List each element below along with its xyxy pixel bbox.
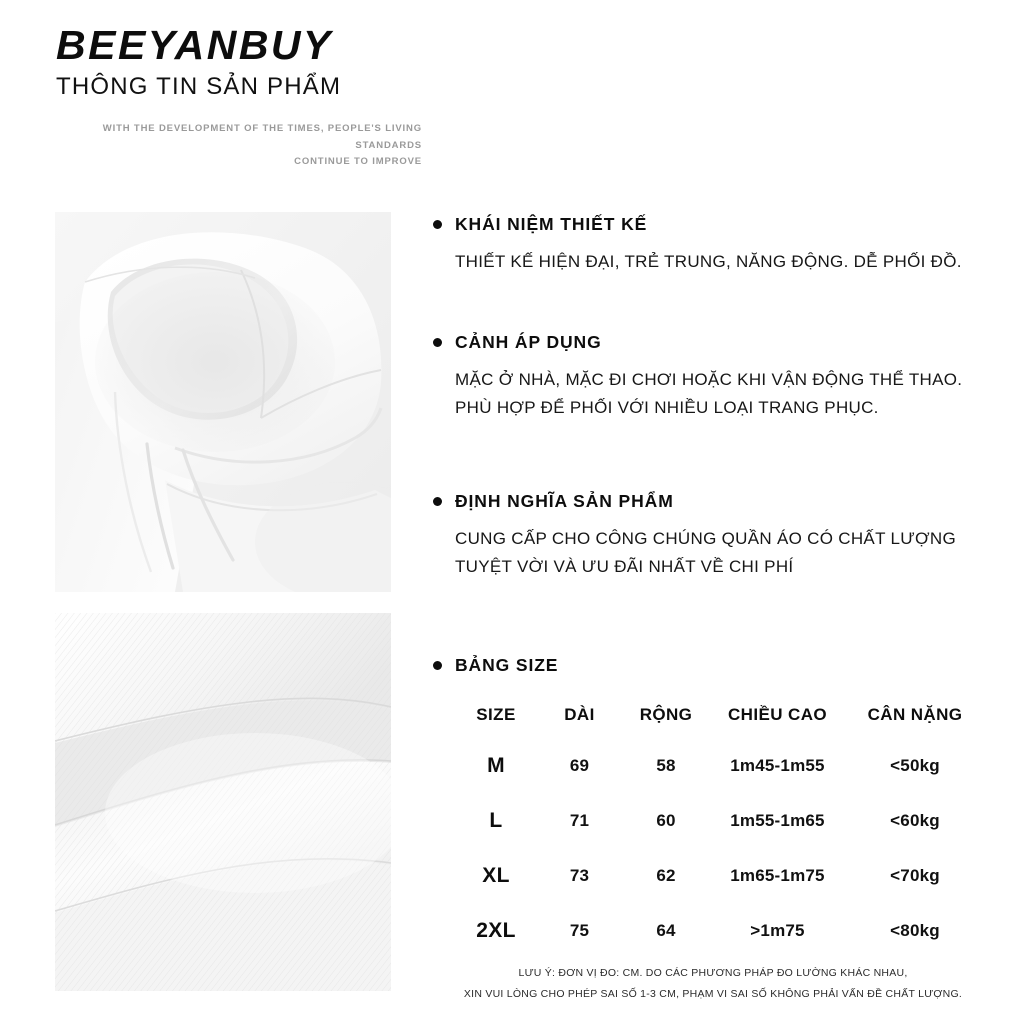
column-header-length: DÀI bbox=[564, 705, 595, 724]
section-heading-label: KHÁI NIỆM THIẾT KẾ bbox=[455, 214, 648, 234]
cell-width: 60 bbox=[656, 810, 676, 830]
bullet-icon bbox=[433, 661, 442, 670]
bullet-icon bbox=[433, 338, 442, 347]
table-row bbox=[455, 903, 985, 958]
table-row bbox=[455, 793, 985, 848]
cell-length: 73 bbox=[569, 865, 590, 885]
section-body bbox=[455, 366, 962, 421]
cell-size: XL bbox=[482, 863, 510, 887]
cell-length: 69 bbox=[569, 755, 590, 775]
column-header-height: CHIỀU CAO bbox=[728, 705, 827, 724]
section-body-line: MẶC Ở NHÀ, MẶC ĐI CHƠI HOẶC KHI VẬN ĐỘNG THỂ THAO. bbox=[455, 370, 963, 389]
cell-weight: <80kg bbox=[890, 920, 940, 940]
cell-height: 1m45-1m55 bbox=[730, 755, 825, 775]
cell-height: 1m55-1m65 bbox=[730, 810, 825, 830]
page-subtitle: THÔNG TIN SẢN PHẨM bbox=[56, 73, 342, 101]
tagline-line-1: WITH THE DEVELOPMENT OF THE TIMES, PEOPLE'S LIVING STANDARDS bbox=[102, 123, 422, 151]
cell-length: 75 bbox=[569, 920, 590, 940]
disclaimer-line-1: LƯU Ý: ĐƠN VỊ ĐO: CM. DO CÁC PHƯƠNG PHÁP ĐO LƯỜNG KHÁC NHAU, bbox=[518, 967, 908, 979]
section-heading bbox=[433, 214, 962, 235]
section-heading-label: BẢNG SIZE bbox=[455, 655, 559, 675]
section-heading-label: CẢNH ÁP DỤNG bbox=[455, 332, 602, 352]
cell-width: 62 bbox=[656, 865, 676, 885]
table-row bbox=[455, 738, 985, 793]
cell-height: 1m65-1m75 bbox=[730, 865, 825, 885]
cell-width: 64 bbox=[656, 920, 676, 940]
tagline-line-2: CONTINUE TO IMPROVE bbox=[294, 156, 422, 168]
cell-size: 2XL bbox=[476, 918, 516, 942]
bullet-icon bbox=[433, 220, 442, 229]
section-design-concept bbox=[433, 214, 962, 276]
cell-weight: <60kg bbox=[890, 810, 940, 830]
cell-width: 58 bbox=[656, 755, 676, 775]
brand-title: BEEYANBUY bbox=[56, 22, 333, 68]
disclaimer-line-2: XIN VUI LÒNG CHO PHÉP SAI SỐ 1-3 CM, PHẠM VI SAI SỐ KHÔNG PHẢI VẤN ĐỀ CHẤT LƯỢNG. bbox=[463, 988, 963, 1000]
column-header-weight: CÂN NẶNG bbox=[867, 705, 963, 724]
cell-height: >1m75 bbox=[750, 920, 805, 940]
section-heading bbox=[433, 332, 962, 353]
section-heading-label: ĐỊNH NGHĨA SẢN PHẨM bbox=[455, 491, 674, 511]
bullet-icon bbox=[433, 497, 442, 506]
section-body bbox=[455, 525, 956, 580]
section-body-line: PHÙ HỢP ĐỂ PHỐI VỚI NHIỀU LOẠI TRANG PHỤC. bbox=[455, 397, 879, 417]
measurement-disclaimer bbox=[433, 963, 993, 1005]
column-header-width: RỘNG bbox=[639, 705, 693, 724]
section-size-chart bbox=[433, 655, 985, 958]
cell-weight: <70kg bbox=[890, 865, 940, 885]
cell-length: 71 bbox=[569, 810, 590, 830]
table-header-row bbox=[455, 692, 985, 738]
cell-size: M bbox=[487, 753, 505, 777]
cell-weight: <50kg bbox=[890, 755, 940, 775]
section-product-definition bbox=[433, 491, 956, 580]
column-header-size: SIZE bbox=[476, 705, 516, 724]
section-body-line: TUYỆT VỜI VÀ ƯU ĐÃI NHẤT VỀ CHI PHÍ bbox=[455, 556, 794, 576]
cell-size: L bbox=[489, 808, 503, 832]
section-heading bbox=[433, 491, 956, 512]
section-heading bbox=[433, 655, 985, 676]
section-body-line: THIẾT KẾ HIỆN ĐẠI, TRẺ TRUNG, NĂNG ĐỘNG. DỄ PHỐI ĐỒ. bbox=[455, 252, 962, 271]
section-body bbox=[455, 248, 962, 276]
table-row bbox=[455, 848, 985, 903]
section-body-line: CUNG CẤP CHO CÔNG CHÚNG QUẦN ÁO CÓ CHẤT LƯỢNG bbox=[455, 529, 957, 548]
size-chart-table bbox=[455, 692, 985, 958]
section-usage-scenario bbox=[433, 332, 962, 421]
